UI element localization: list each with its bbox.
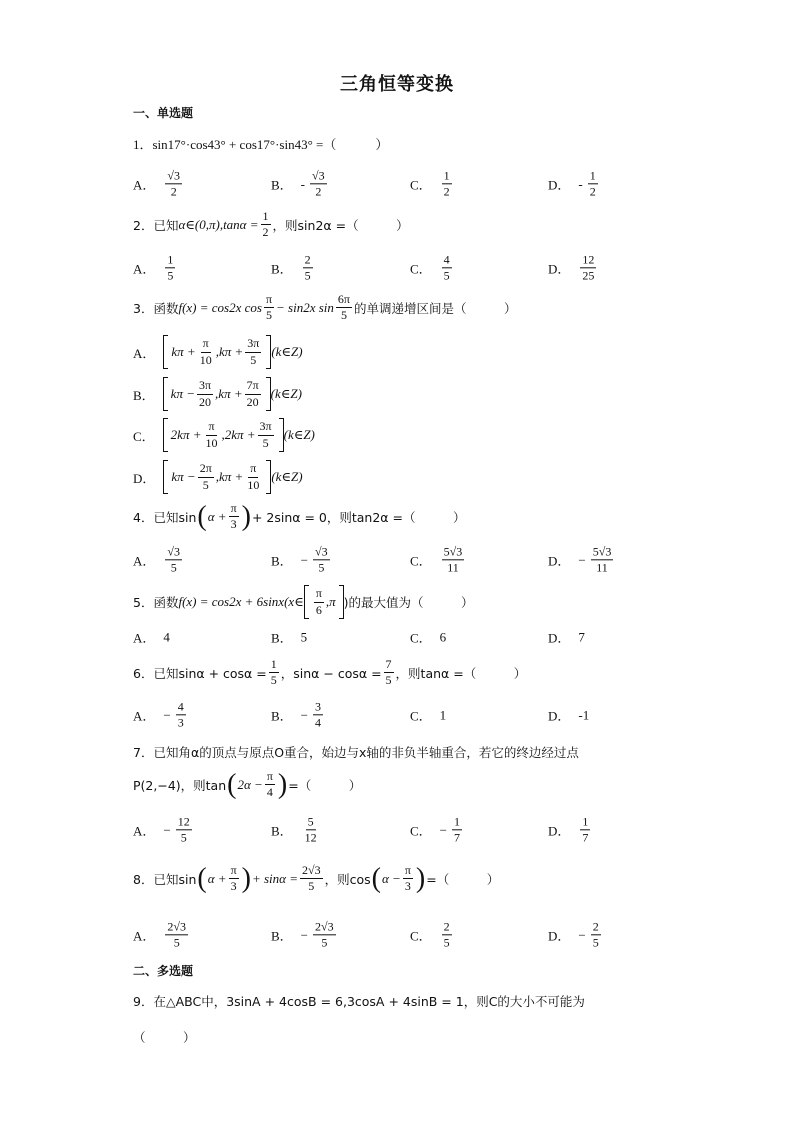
option-a[interactable]: A． $\frac{√3}{5}$ bbox=[133, 544, 180, 575]
option-d[interactable]: D． − $\frac{5√3}{11}$ bbox=[548, 544, 612, 575]
option-b[interactable]: B． $\frac{2}{5}$ bbox=[271, 252, 311, 283]
question-9-stem-line1: 9．在△ABC中，3sinA + 4cosB = 6,3cosA + 4sinB = 1，则C的大小不可能为 bbox=[133, 994, 585, 1009]
option-d[interactable]: D． 7 bbox=[548, 629, 585, 646]
option-c[interactable]: C． $\frac{2}{5}$ bbox=[410, 919, 450, 950]
option-d[interactable]: D． - $\frac{1}{2}$ bbox=[548, 168, 596, 199]
option-a[interactable]: A． $\frac{2√3}{5}$ bbox=[133, 919, 186, 950]
option-c[interactable]: C． 1 bbox=[410, 707, 447, 724]
question-7-stem-line1: 7．已知角α的顶点与原点O重合，始边与x轴的非负半轴重合，若它的终边经过点 bbox=[133, 745, 579, 760]
option-b[interactable]: B． − $\frac{√3}{5}$ bbox=[271, 544, 328, 575]
option-d[interactable]: D． $\frac{1}{7}$ bbox=[548, 814, 589, 845]
fraction: $\frac{√3}{2}$ bbox=[167, 168, 180, 199]
question-8-stem: 8．已知sin ( α + $\frac{\pi}{3}$ ) + sinα = $\frac{2√3}{5}$ ，则cos ( α − $\frac{\pi}{3}$ ) =（ ） bbox=[133, 862, 500, 894]
option-b[interactable]: B． $\frac{5}{12}$ bbox=[271, 814, 317, 845]
option-a[interactable]: A． − $\frac{4}{3}$ bbox=[133, 699, 184, 730]
option-a[interactable]: A． $\frac{1}{5}$ bbox=[133, 252, 174, 283]
option-a[interactable]: A． − $\frac{12}{5}$ bbox=[133, 814, 190, 845]
option-a[interactable]: A． 4 bbox=[133, 629, 170, 646]
fraction: $\frac{√3}{2}$ bbox=[312, 168, 325, 199]
question-4-stem: 4．已知sin ( α + $\frac{\pi}{3}$ ) + 2sinα = 0，则tan2α =（ ） bbox=[133, 500, 466, 532]
option-d[interactable]: D． $\frac{12}{25}$ bbox=[548, 252, 595, 283]
option-c[interactable]: C． 6 bbox=[410, 629, 447, 646]
option-c[interactable]: C． − $\frac{1}{7}$ bbox=[410, 814, 461, 845]
question-5-stem: 5．函数 f(x) = cos2x + 6sinx(x∈ $\frac{\pi}{6}$ ,π )的最大值为（ ） bbox=[133, 585, 474, 619]
option-a[interactable]: A． $\frac{√3}{2}$ bbox=[133, 168, 180, 199]
section-heading-single-choice: 一、单选题 bbox=[133, 106, 194, 120]
option-b[interactable]: B． 5 bbox=[271, 629, 308, 646]
option-d[interactable]: D． -1 bbox=[548, 707, 590, 724]
option-c[interactable]: C． $\frac{4}{5}$ bbox=[410, 252, 450, 283]
question-1-stem: 1．sin17°·cos43° + cos17°·sin43° =（ ） bbox=[133, 137, 389, 152]
option-a[interactable]: A． kπ + $\frac{\pi}{10}$ ,kπ + $\frac{3\pi}{5}$ (k∈Z) bbox=[133, 335, 303, 369]
question-2-stem: 2．已知 α∈(0,π),tanα = $\frac{1}{2}$ ，则sin2α =（ ） bbox=[133, 209, 409, 240]
question-9-stem-line2: （ ） bbox=[133, 1030, 196, 1045]
option-b[interactable]: B． kπ − $\frac{3\pi}{20}$ ,kπ + $\frac{7\pi}{20}$ (k∈Z) bbox=[133, 377, 302, 411]
question-6-stem: 6．已知sinα + cosα = $\frac{1}{5}$ ，sinα − cosα = $\frac{7}{5}$ ，则tanα =（ ） bbox=[133, 657, 527, 688]
option-b[interactable]: B． − $\frac{2√3}{5}$ bbox=[271, 919, 334, 950]
option-b[interactable]: B． − $\frac{3}{4}$ bbox=[271, 699, 322, 730]
question-7-stem-line2: P(2,−4)，则tan ( 2α − $\frac{\pi}{4}$ ) =（ ） bbox=[133, 768, 362, 800]
fraction: $\frac{1}{2}$ bbox=[589, 168, 596, 199]
page-title: 三角恒等变换 bbox=[340, 74, 454, 95]
option-d[interactable]: D． kπ − $\frac{2\pi}{5}$ ,kπ + $\frac{\pi}{10}$ (k∈Z) bbox=[133, 460, 303, 494]
option-c[interactable]: C． $\frac{1}{2}$ bbox=[410, 168, 450, 199]
option-d[interactable]: D． − $\frac{2}{5}$ bbox=[548, 919, 599, 950]
question-3-stem: 3．函数 f(x) = cos2x cos $\frac{\pi}{5}$ − sin2x sin $\frac{6\pi}{5}$ 的单调递增区间是（ ） bbox=[133, 292, 517, 323]
option-c[interactable]: C． 2kπ + $\frac{\pi}{10}$ ,2kπ + $\frac{3\pi}{5}$ (k∈Z) bbox=[133, 418, 315, 452]
option-b[interactable]: B． - $\frac{√3}{2}$ bbox=[271, 168, 325, 199]
option-c[interactable]: C． $\frac{5√3}{11}$ bbox=[410, 544, 463, 575]
fraction: $\frac{1}{2}$ bbox=[443, 168, 450, 199]
section-heading-multi-choice: 二、多选题 bbox=[133, 964, 194, 978]
